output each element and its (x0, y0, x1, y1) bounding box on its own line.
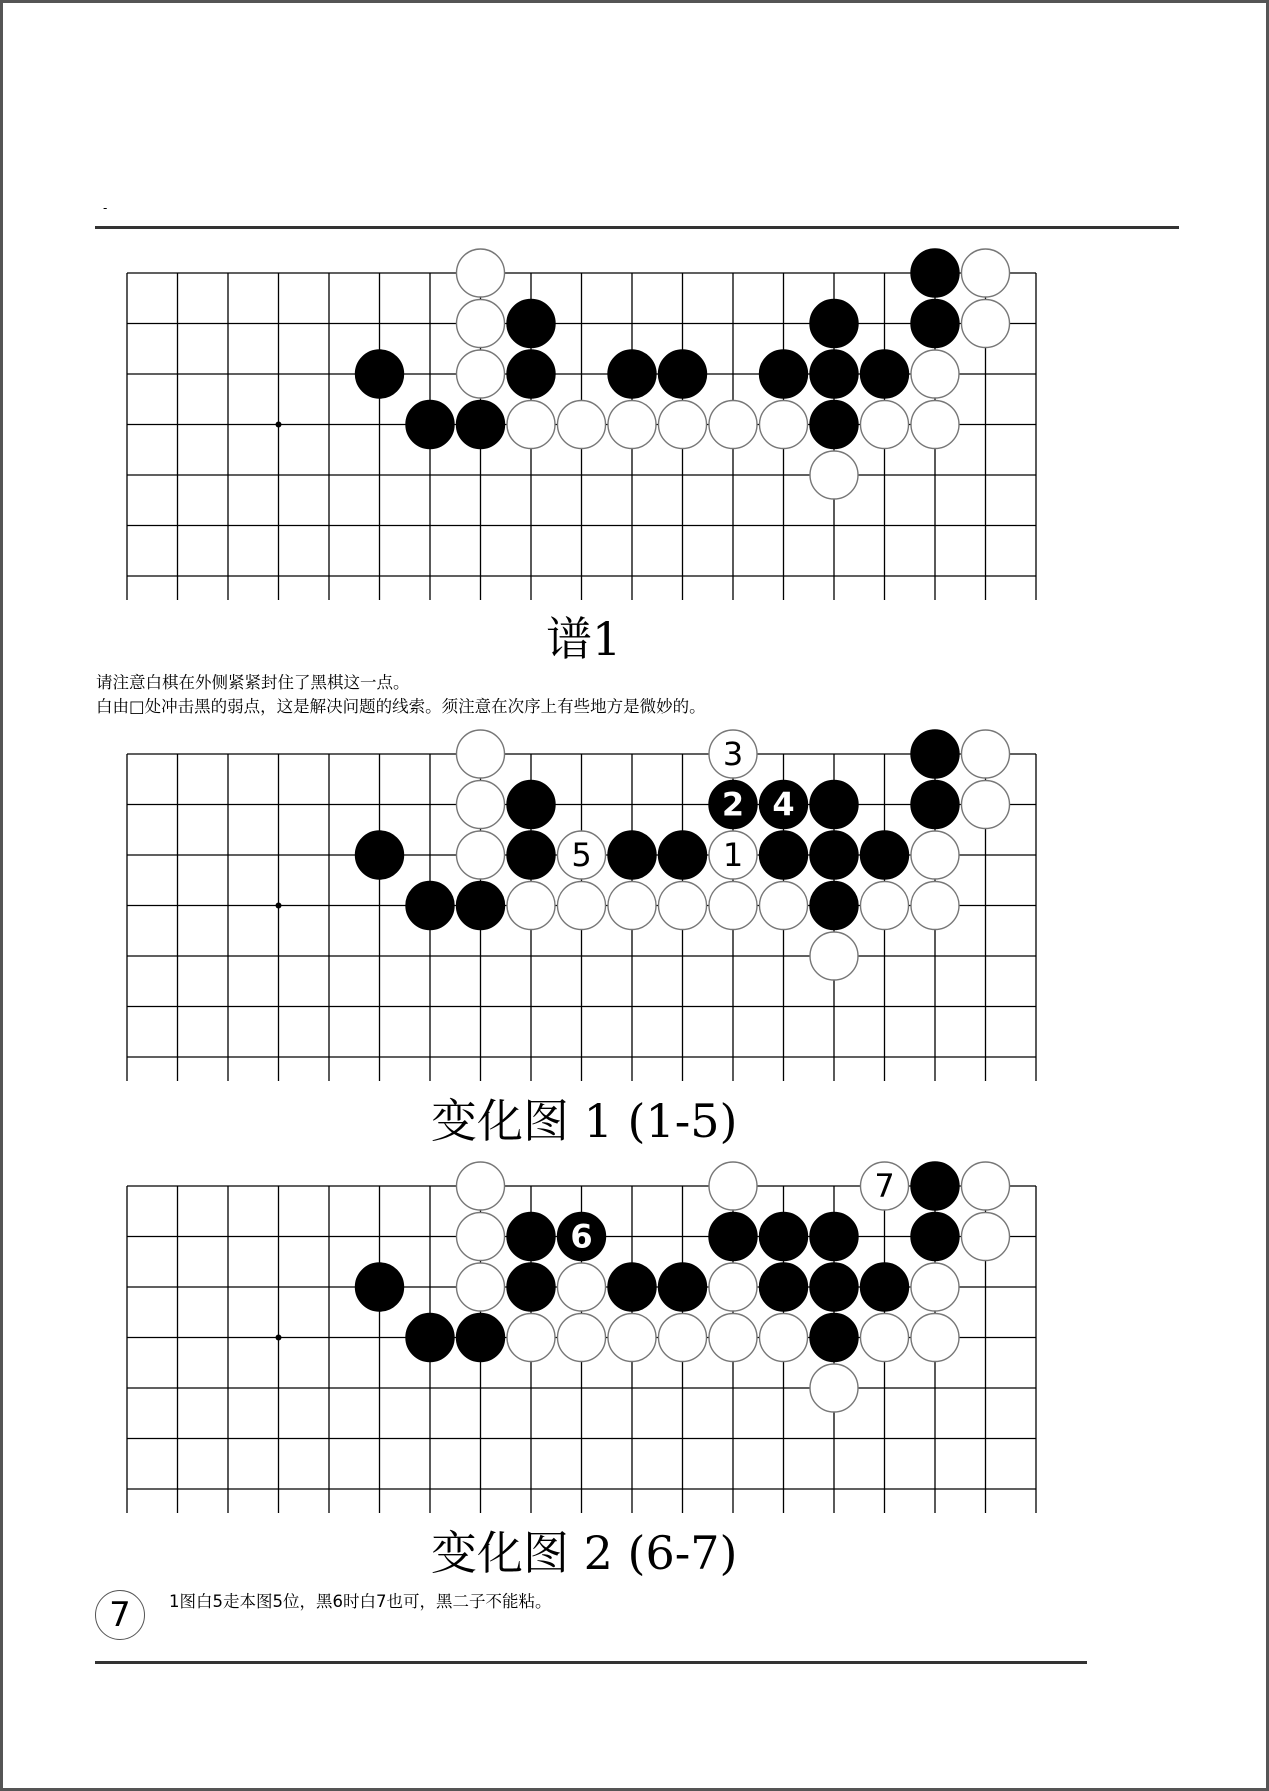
note-text: 1图白5走本图5位，黑6时白7也可，黑二子不能粘。 (169, 1592, 552, 1611)
black-stone (457, 882, 505, 930)
white-stone (962, 730, 1010, 778)
star-point (276, 422, 282, 428)
board-3-caption: 变化图 2 (6-7) (431, 1526, 738, 1580)
white-stone (962, 300, 1010, 348)
white-stone (659, 1314, 707, 1362)
star-point (276, 1335, 282, 1341)
explanation-line-2: 白由□处冲击黑的弱点，这是解决问题的线索。须注意在次序上有些地方是微妙的。 (96, 697, 706, 716)
white-stone (962, 1162, 1010, 1210)
white-stone (962, 1213, 1010, 1261)
black-stone (356, 831, 404, 879)
black-stone (608, 1263, 656, 1311)
white-stone (659, 401, 707, 449)
board-1-caption: 谱1 (546, 612, 622, 666)
black-stone (810, 300, 858, 348)
black-stone (911, 781, 959, 829)
black-stone (507, 300, 555, 348)
move-number: 5 (571, 836, 592, 874)
black-stone (608, 350, 656, 398)
white-stone (861, 1314, 909, 1362)
black-stone (810, 1314, 858, 1362)
black-stone (810, 1213, 858, 1261)
move-number: 7 (874, 1167, 895, 1205)
white-stone (911, 882, 959, 930)
black-stone (911, 249, 959, 297)
white-stone (861, 1162, 909, 1210)
white-stone (962, 781, 1010, 829)
black-stone (507, 831, 555, 879)
black-stone (709, 781, 757, 829)
white-stone (911, 831, 959, 879)
white-stone (760, 882, 808, 930)
move-number: 1 (722, 836, 744, 874)
white-stone (861, 401, 909, 449)
white-stone (810, 1364, 858, 1412)
white-stone (709, 1314, 757, 1362)
black-stone (911, 730, 959, 778)
white-stone (911, 1314, 959, 1362)
white-stone (558, 1314, 606, 1362)
white-stone (760, 401, 808, 449)
black-stone (760, 350, 808, 398)
black-stone (406, 1314, 454, 1362)
black-stone (861, 831, 909, 879)
move-number: 4 (772, 785, 795, 824)
white-stone (507, 1314, 555, 1362)
white-stone (457, 1263, 505, 1311)
white-stone (558, 401, 606, 449)
black-stone (406, 882, 454, 930)
black-stone (356, 1263, 404, 1311)
go-board-2 (103, 725, 1063, 1095)
white-stone (709, 831, 757, 879)
white-stone (457, 730, 505, 778)
black-stone (457, 1314, 505, 1362)
black-stone (810, 350, 858, 398)
white-stone (709, 1263, 757, 1311)
note-move-marker (95, 1590, 145, 1640)
star-point (276, 903, 282, 909)
white-stone (810, 451, 858, 499)
white-stone (457, 781, 505, 829)
white-stone (558, 882, 606, 930)
white-stone (558, 1263, 606, 1311)
white-stone (608, 401, 656, 449)
black-stone (356, 350, 404, 398)
black-stone (709, 1213, 757, 1261)
black-stone (861, 350, 909, 398)
black-stone (507, 1213, 555, 1261)
white-stone (457, 249, 505, 297)
black-stone (659, 831, 707, 879)
white-stone (507, 401, 555, 449)
black-stone (608, 831, 656, 879)
white-stone (457, 350, 505, 398)
white-stone (911, 350, 959, 398)
white-stone (709, 401, 757, 449)
black-stone (659, 1263, 707, 1311)
white-stone (457, 831, 505, 879)
black-stone (861, 1263, 909, 1311)
black-stone (760, 1213, 808, 1261)
bottom-rule (95, 1661, 1087, 1664)
black-stone (760, 781, 808, 829)
white-stone (810, 932, 858, 980)
move-number: 2 (721, 785, 745, 824)
black-stone (558, 1213, 606, 1261)
black-stone (810, 1263, 858, 1311)
white-stone (457, 1213, 505, 1261)
board-2-caption: 变化图 1 (1-5) (431, 1094, 738, 1148)
black-stone (911, 1162, 959, 1210)
black-stone (911, 300, 959, 348)
black-stone (760, 831, 808, 879)
black-stone (810, 781, 858, 829)
black-stone (507, 781, 555, 829)
move-number: 6 (570, 1217, 593, 1256)
white-stone (709, 730, 757, 778)
white-stone (457, 300, 505, 348)
black-stone (760, 1263, 808, 1311)
white-stone (962, 249, 1010, 297)
white-stone (861, 882, 909, 930)
white-stone (608, 1314, 656, 1362)
white-stone (709, 1162, 757, 1210)
black-stone (810, 882, 858, 930)
move-number: 3 (722, 735, 744, 773)
note-marker-label: 7 (109, 1595, 131, 1635)
explanation-line-1: 请注意白棋在外侧紧紧封住了黑棋这一点。 (96, 673, 410, 692)
white-stone (659, 882, 707, 930)
black-stone (659, 350, 707, 398)
black-stone (507, 350, 555, 398)
white-stone (608, 882, 656, 930)
white-stone (911, 1263, 959, 1311)
header-mark: - (103, 201, 108, 215)
white-stone (911, 401, 959, 449)
white-stone (760, 1314, 808, 1362)
black-stone (406, 401, 454, 449)
top-rule (95, 226, 1179, 229)
white-stone (507, 882, 555, 930)
white-stone (558, 831, 606, 879)
go-board-3 (103, 1157, 1063, 1527)
black-stone (507, 1263, 555, 1311)
black-stone (810, 831, 858, 879)
black-stone (911, 1213, 959, 1261)
white-stone (457, 1162, 505, 1210)
white-stone (709, 882, 757, 930)
black-stone (810, 401, 858, 449)
go-board-1 (103, 244, 1063, 614)
black-stone (457, 401, 505, 449)
